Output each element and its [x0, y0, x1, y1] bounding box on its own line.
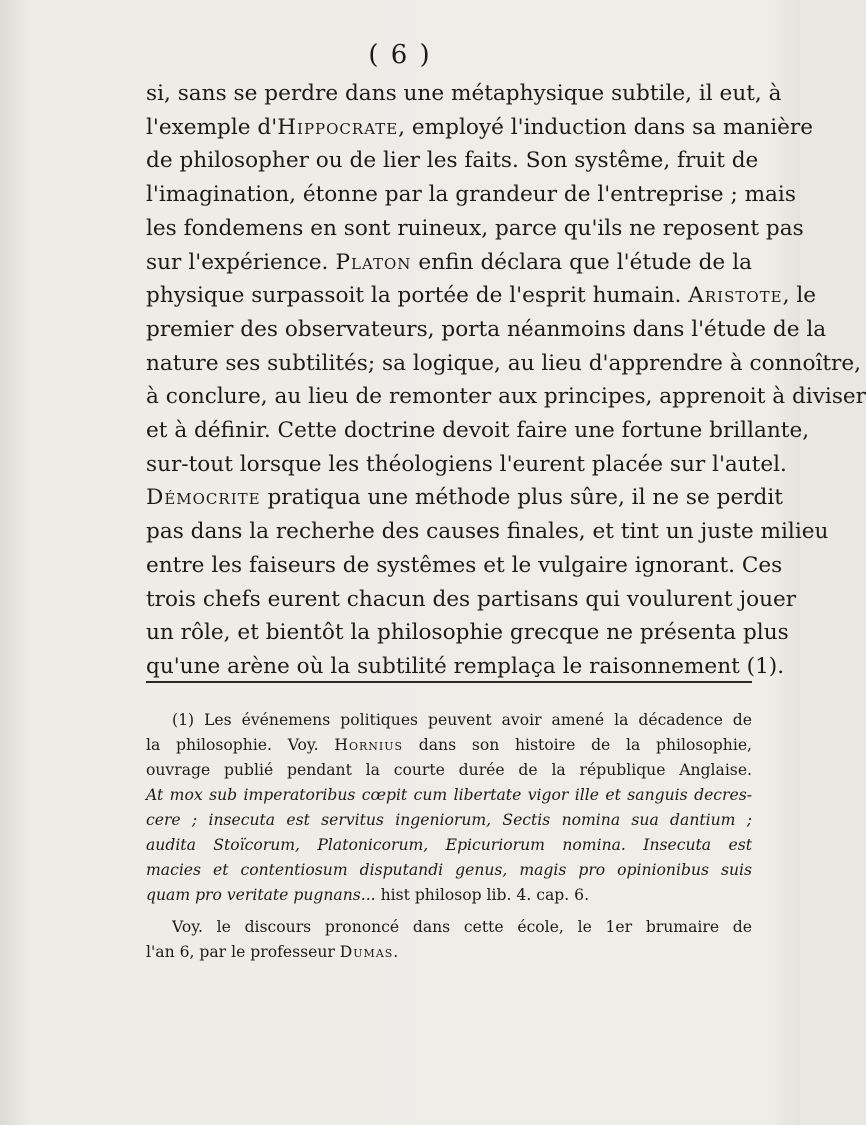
proper-name: Platon	[335, 249, 412, 275]
text-run: , le	[782, 283, 817, 309]
text-run: premier des observateurs, porta néanmoins dans l'étude de la	[146, 316, 827, 342]
footnote-divider	[146, 681, 752, 683]
text-run: Voy. le discours prononcé dans cette école, le 1er brumaire de	[172, 918, 752, 936]
text-line	[146, 549, 783, 583]
latin-quotation: cere ; insecuta est servitus ingeniorum, Sectis nomina sua dantium ;	[146, 811, 752, 829]
proper-name: Dumas	[339, 943, 394, 961]
latin-quotation: At mox sub imperatoribus cœpit cum libertate vigor ille et sanguis decres-	[146, 786, 752, 804]
text-run: qu'une arène où la subtilité remplaça le raisonnement (1).	[146, 653, 785, 679]
text-line	[146, 583, 797, 617]
footnotes	[146, 708, 752, 965]
text-run: pratiqua une méthode plus sûre, il ne se perdit	[260, 485, 783, 511]
text-line	[146, 178, 796, 212]
text-run: la philosophie. Voy.	[146, 736, 335, 754]
text-run: les fondemens en sont ruineux, parce qu'ils ne reposent pas	[146, 215, 804, 241]
proper-name: Aristote	[688, 283, 783, 309]
footnote-line	[146, 883, 752, 908]
footnote-2	[146, 915, 752, 965]
footnote-line	[146, 808, 752, 833]
text-run: l'exemple d'	[146, 114, 278, 140]
latin-quotation: quam pro veritate pugnans...	[146, 886, 376, 904]
text-run: sur-tout lorsque les théologiens l'eurent placée sur l'autel.	[146, 451, 787, 477]
text-run: de philosopher ou de lier les faits. Son systême, fruit de	[146, 148, 759, 174]
text-run: ouvrage publié pendant la courte durée de la république Anglaise.	[146, 761, 752, 779]
text-run: l'an 6, par le professeur	[146, 943, 340, 961]
text-run: pas dans la recherhe des causes finales, et tint un juste milieu	[146, 519, 829, 545]
text-run: nature ses subtilités; sa logique, au lieu d'apprendre à connoître,	[146, 350, 861, 376]
footnote-1	[146, 708, 752, 908]
footnote-line	[146, 833, 752, 858]
text-line	[146, 77, 782, 111]
text-run: hist philosop lib. 4. cap. 6.	[375, 886, 590, 904]
text-line	[146, 515, 829, 549]
proper-name: Démocrite	[146, 485, 261, 511]
text-line	[146, 448, 787, 482]
proper-name: Hornius	[334, 736, 404, 754]
text-line	[146, 380, 866, 414]
text-run: un rôle, et bientôt la philosophie grecque ne présenta plus	[146, 620, 789, 646]
text-run: entre les faiseurs de systêmes et le vulgaire ignorant. Ces	[146, 552, 783, 578]
footnote-line	[146, 858, 752, 883]
main-text	[146, 77, 866, 684]
text-line	[146, 144, 759, 178]
footnote-line	[146, 733, 752, 758]
text-run: l'imagination, étonne par la grandeur de l'entreprise ; mais	[146, 182, 796, 208]
text-line	[146, 616, 789, 650]
footnote-line	[146, 708, 752, 733]
text-run: .	[393, 943, 399, 961]
text-line	[146, 111, 813, 145]
text-line	[146, 313, 827, 347]
text-run: , employé l'induction dans sa manière	[398, 114, 813, 140]
latin-quotation: macies et contentiosum disputandi genus, magis pro opinionibus suis	[146, 861, 752, 879]
text-run: trois chefs eurent chacun des partisans qui voulurent jouer	[146, 586, 797, 612]
footnote-line	[146, 783, 752, 808]
text-run: dans son histoire de la philosophie,	[403, 736, 752, 754]
text-run: (1) Les événemens politiques peuvent avoir amené la décadence de	[172, 711, 752, 729]
text-line	[146, 414, 810, 448]
text-run: physique surpassoit la portée de l'esprit humain.	[146, 283, 689, 309]
text-line	[146, 212, 804, 246]
text-line	[146, 279, 817, 313]
footnote-line	[146, 915, 752, 940]
text-run: et à définir. Cette doctrine devoit faire une fortune brillante,	[146, 418, 810, 444]
page-number: ( 6 )	[368, 40, 432, 70]
text-line	[146, 246, 752, 280]
text-line	[146, 650, 785, 684]
text-run: si, sans se perdre dans une métaphysique subtile, il eut, à	[146, 81, 782, 106]
text-line	[146, 347, 861, 381]
text-run: à conclure, au lieu de remonter aux principes, apprenoit à diviser	[146, 384, 866, 410]
text-run: enfin déclara que l'étude de la	[411, 249, 752, 275]
text-run: sur l'expérience.	[146, 249, 336, 275]
latin-quotation: audita Stoïcorum, Platonicorum, Epicuriorum nomina. Insecuta est	[146, 836, 752, 854]
footnote-line	[146, 940, 752, 965]
footnote-line	[146, 758, 752, 783]
proper-name: Hippocrate	[277, 114, 399, 140]
text-line	[146, 481, 783, 515]
